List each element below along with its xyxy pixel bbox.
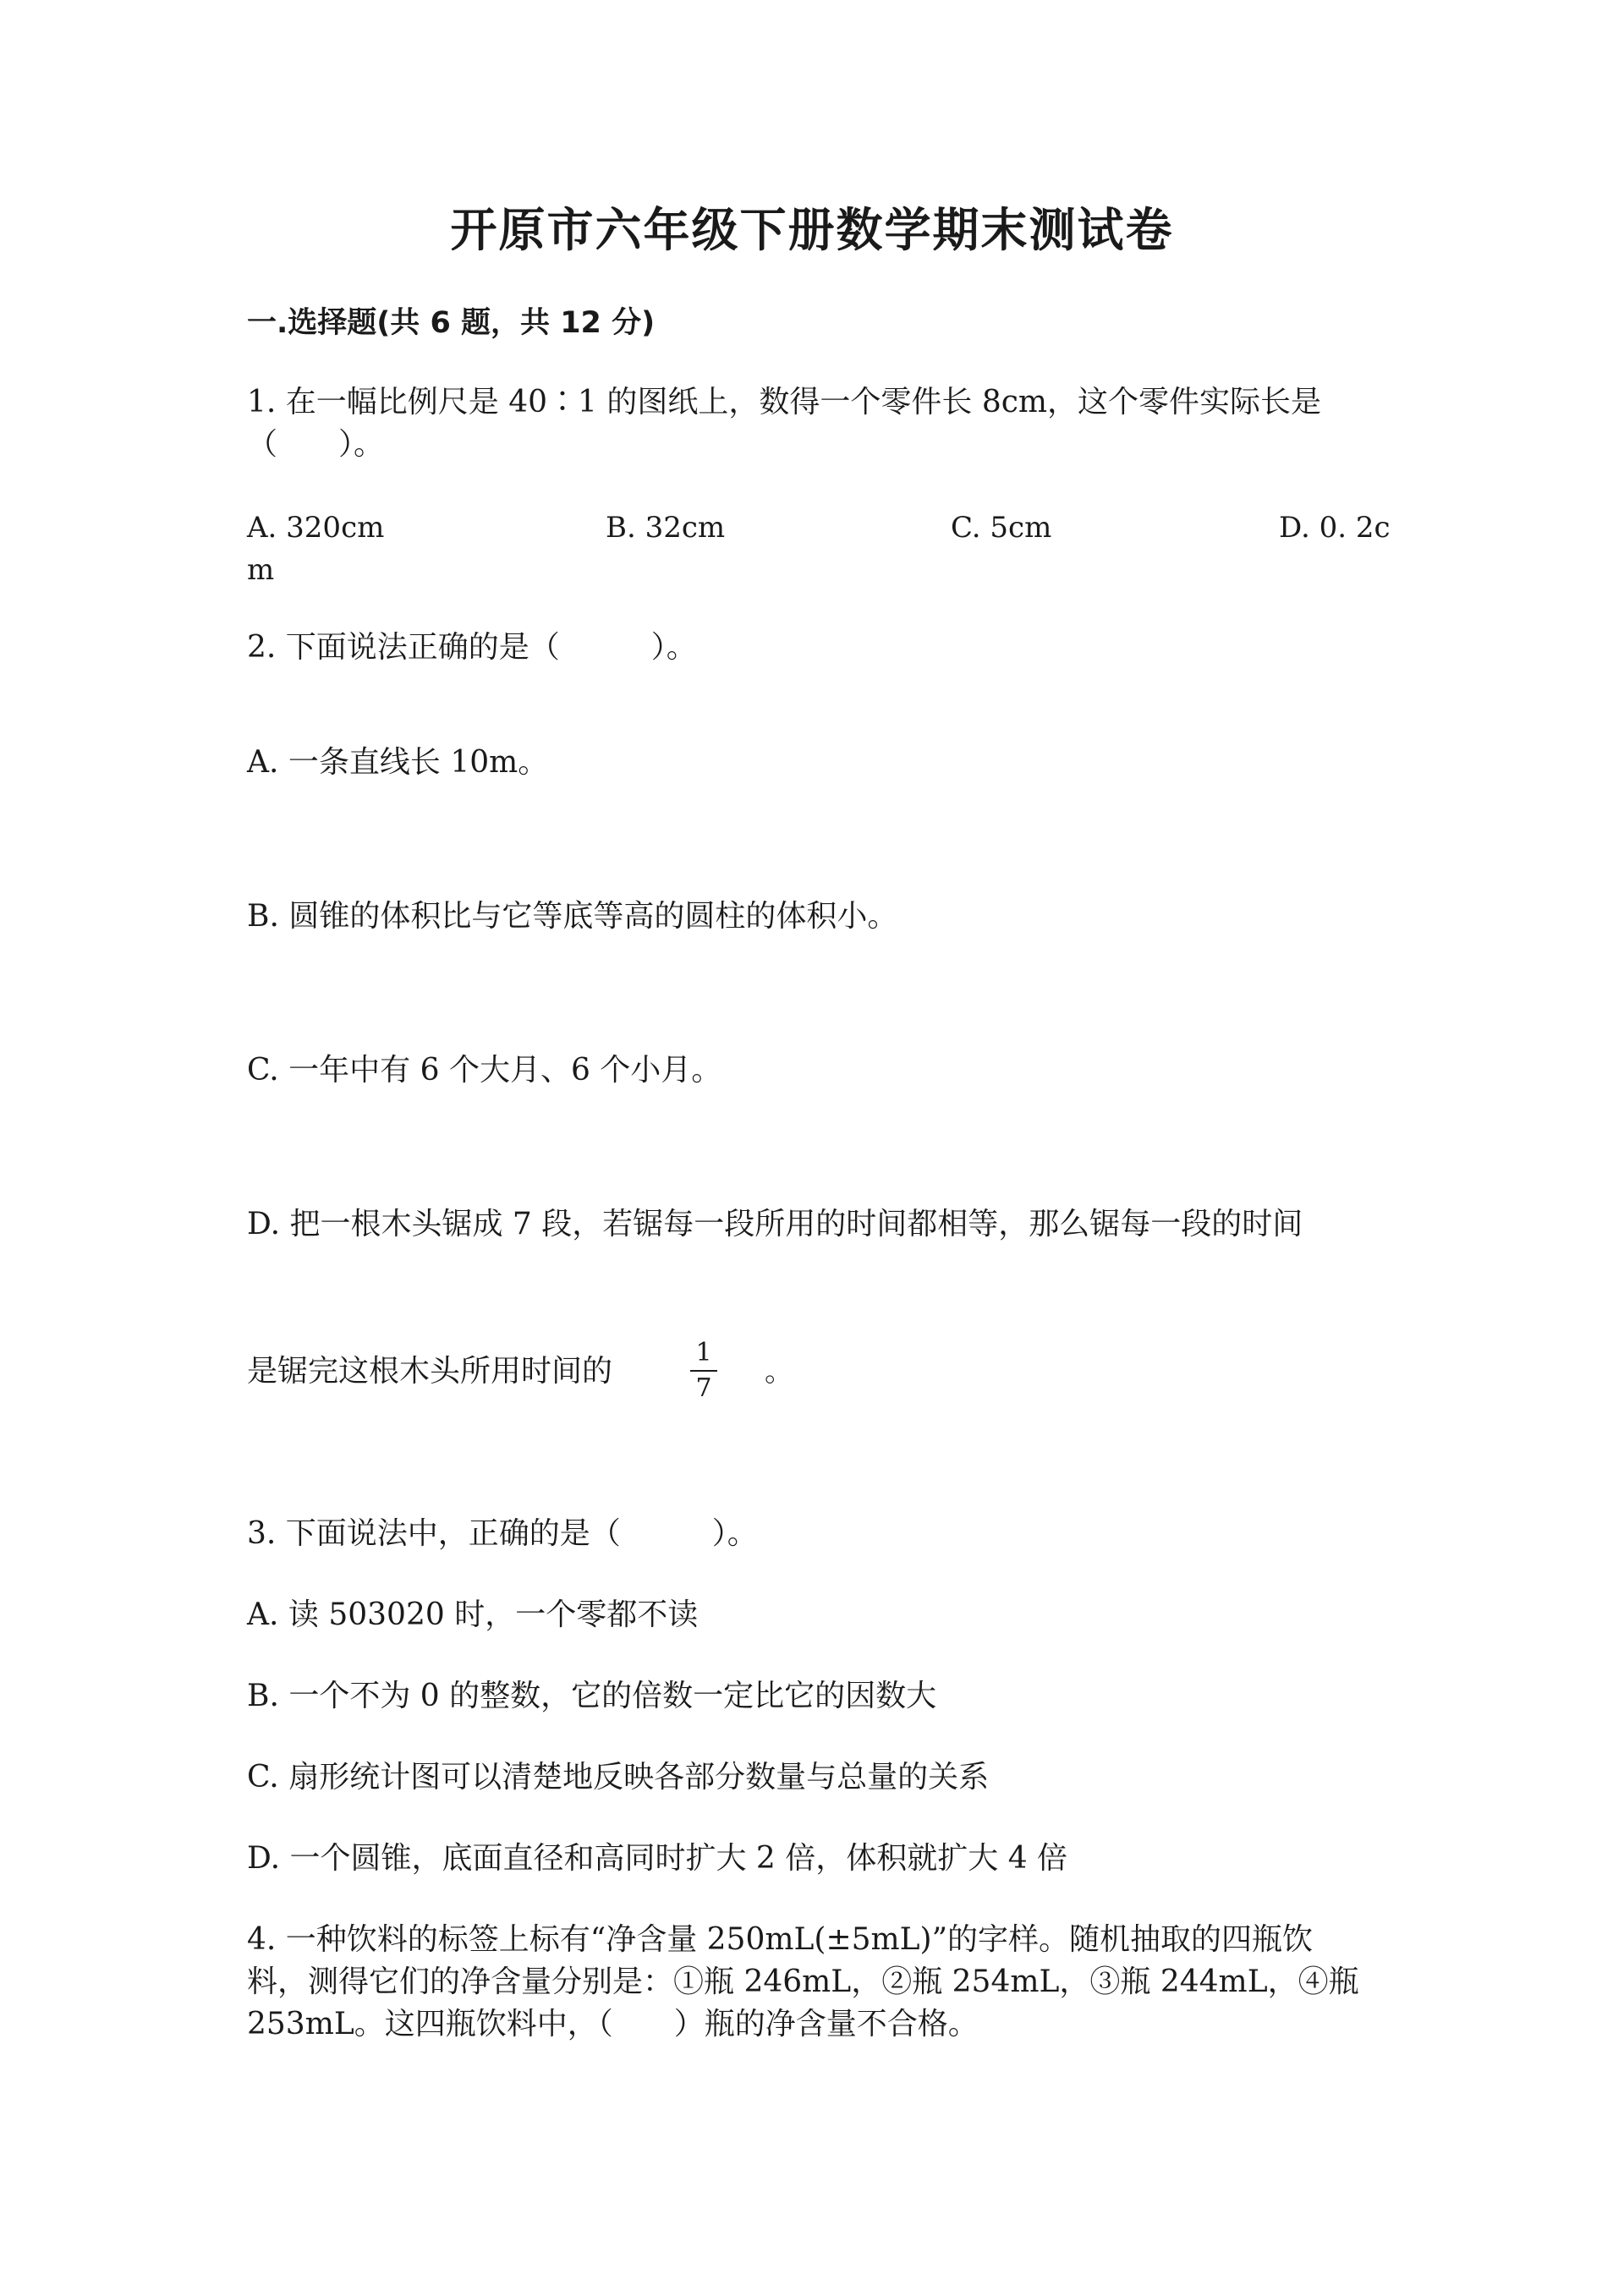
q2-option-c: C. 一年中有 6 个大月、6 个小月。 — [247, 1053, 722, 1088]
q3-stem: 3. 下面说法中，正确的是（ ）。 — [247, 1516, 758, 1551]
q1-stem-line2: （ ）。 — [247, 427, 385, 462]
q1-option-d: D. 0. 2c — [1279, 511, 1391, 545]
q4-line2: 料，测得它们的净含量分别是：①瓶 246mL，②瓶 254mL，③瓶 244mL，④瓶 — [247, 1964, 1359, 1999]
fraction-denominator: 7 — [695, 1373, 712, 1403]
fraction-one-seventh — [687, 1338, 721, 1404]
q2-option-b: B. 圆锥的体积比与它等底等高的圆柱的体积小。 — [247, 899, 898, 934]
q2-option-d-end: 。 — [765, 1355, 793, 1389]
q3-option-c: C. 扇形统计图可以清楚地反映各部分数量与总量的关系 — [247, 1760, 990, 1795]
q2-option-d-line2: 是锯完这根木头所用时间的 — [247, 1354, 613, 1389]
q2-stem: 2. 下面说法正确的是（ ）。 — [247, 630, 697, 665]
q3-option-b: B. 一个不为 0 的整数，它的倍数一定比它的因数大 — [247, 1679, 937, 1713]
fraction-bar — [690, 1370, 717, 1372]
q1-option-c: C. 5cm — [951, 511, 1052, 545]
q4-line3: 253mL。这四瓶饮料中，（ ）瓶的净含量不合格。 — [247, 2007, 979, 2041]
fraction-numerator: 1 — [695, 1338, 712, 1367]
q1-option-a: A. 320cm — [247, 511, 385, 545]
section-heading: 一.选择题(共 6 题，共 12 分) — [247, 306, 656, 340]
q3-option-d: D. 一个圆锥，底面直径和高同时扩大 2 倍，体积就扩大 4 倍 — [247, 1841, 1068, 1876]
q1-option-b: B. 32cm — [606, 511, 726, 545]
q2-option-d-line1: D. 把一根木头锯成 7 段，若锯每一段所用的时间都相等，那么锯每一段的时间 — [247, 1207, 1303, 1241]
q2-option-a: A. 一条直线长 10m。 — [247, 745, 549, 780]
q3-option-a: A. 读 503020 时，一个零都不读 — [247, 1597, 699, 1632]
q4-line1: 4. 一种饮料的标签上标有“净含量 250mL(±5mL)”的字样。随机抽取的四瓶饮 — [247, 1922, 1314, 1957]
q1-option-d-wrap: m — [247, 553, 275, 587]
q1-stem-line1: 1. 在一幅比例尺是 40∶1 的图纸上，数得一个零件长 8cm，这个零件实际长是 — [247, 385, 1322, 419]
page-title: 开原市六年级下册数学期末测试卷 — [450, 203, 1174, 257]
